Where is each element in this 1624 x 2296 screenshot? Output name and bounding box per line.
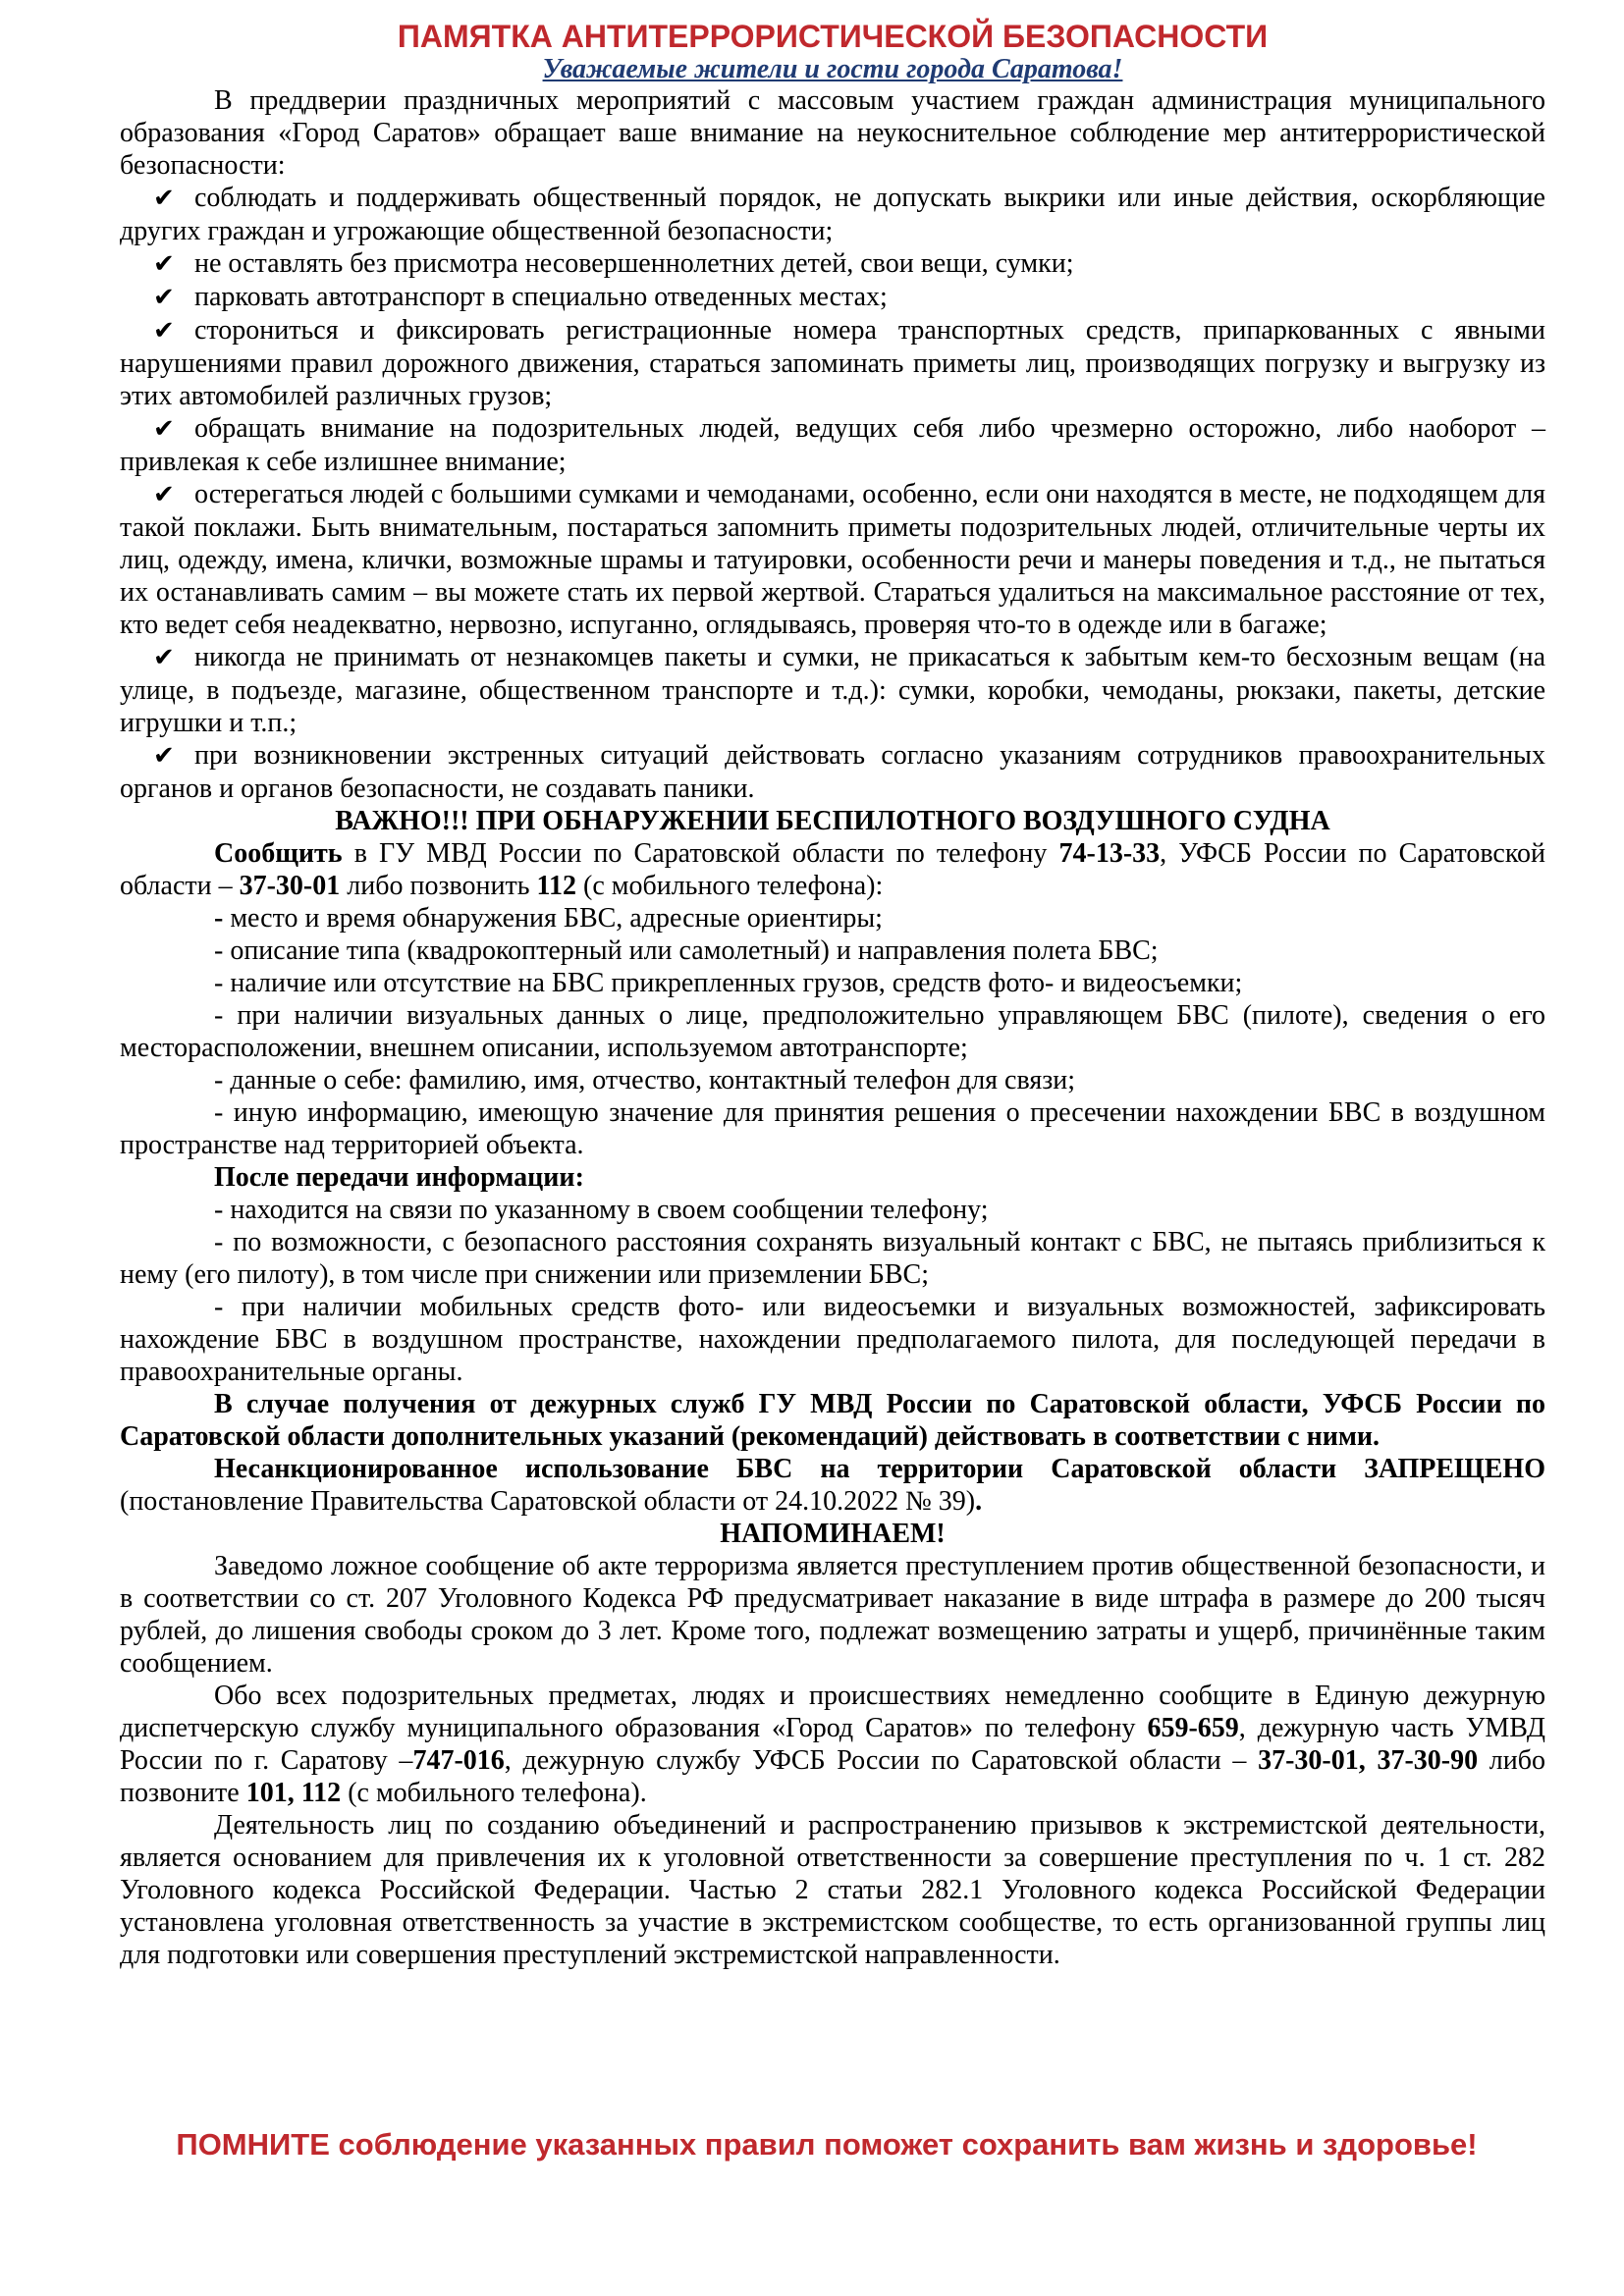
intro-paragraph: В преддверии праздничных мероприятий с массовым участием граждан администрация муниципального образования «Город Саратов» обращает ваше внимание на неукоснительное соблюдение мер антитеррористической безопасности: [120, 85, 1545, 181]
drone-info-item: - данные о себе: фамилию, имя, отчество, контактный телефон для связи; [214, 1065, 1076, 1095]
report-text: в ГУ МВД России по Саратовской области по телефону [342, 838, 1059, 869]
checkmark-icon: ✔ [153, 283, 175, 312]
rule-text: сторониться и фиксировать регистрационные номера транспортных средств, припаркованных с явными нарушениями правил дорожного движения, стараться запоминать приметы лиц, производящих погрузку и выгрузку из этих автомобилей различных грузов; [120, 315, 1545, 411]
rule-item [120, 182, 1545, 247]
rule-item [120, 641, 1545, 739]
contacts-text: либо позвоните [120, 1745, 1545, 1808]
rule-text: парковать автотранспорт в специально отведенных местах; [194, 282, 888, 312]
rule-item [120, 314, 1545, 412]
after-transfer-item: - находится на связи по указанному в своем сообщении телефону; [214, 1195, 989, 1225]
contacts-paragraph [120, 1680, 1545, 1809]
extremism-paragraph: Деятельность лиц по созданию объединений и распространению призывов к экстремистской деятельности, является основанием для привлечения их к уголовной ответственности за совершение преступления по ч. 1 ст. 282 Уголовного кодекса Российской Федерации. Частью 2 статьи 282.1 Уголовного кодекса Российской Федерации установлена уголовная ответственность за участие в экстремистском сообществе, то есть организованной группы лиц для подготовки или совершения преступлений экстремистской направленности. [120, 1810, 1545, 1970]
additional-instructions: В случае получения от дежурных служб ГУ МВД России по Саратовской области, УФСБ России по Саратовской области дополнительных указаний (рекомендаций) действовать в соответствии с ними. [120, 1389, 1545, 1452]
reminder-heading: НАПОМИНАЕМ! [720, 1519, 946, 1549]
phone-number: 112 [536, 871, 576, 901]
checkmark-icon: ✔ [153, 249, 175, 279]
rule-text: никогда не принимать от незнакомцев пакеты и сумки, не прикасаться к забытым кем-то бесхозным вещам (на улице, в подъезде, магазине, общественном транспорте и т.д.): сумки, коробки, чемоданы, рюкзаки, пакеты, детские игрушки и т.п.; [120, 642, 1545, 738]
checkmark-icon: ✔ [153, 414, 175, 444]
checkmark-icon: ✔ [153, 741, 175, 771]
ban-reference: (постановление Правительства Саратовской области от 24.10.2022 № 39) [120, 1486, 976, 1517]
footer-slogan: ПОМНИТЕ соблюдение указанных правил поможет сохранить вам жизнь и здоровье! [176, 2127, 1478, 2162]
info-text: место и время обнаружения БВС, адресные ориентиры; [223, 903, 883, 934]
ban-end: . [975, 1486, 983, 1517]
report-text: (с мобильного телефона): [576, 871, 884, 901]
contacts-text: (с мобильного телефона). [341, 1778, 647, 1808]
phone-number: 37-30-01, 37-30-90 [1258, 1745, 1479, 1776]
drone-heading: ВАЖНО!!! ПРИ ОБНАРУЖЕНИИ БЕСПИЛОТНОГО ВОЗДУШНОГО СУДНА [335, 806, 1330, 836]
phone-number: 101, 112 [245, 1778, 342, 1808]
ban-text: Несанкционированное использование БВС на территории Саратовской области ЗАПРЕЩЕНО [214, 1454, 1545, 1484]
after-transfer-heading: После передачи информации: [214, 1162, 584, 1193]
drone-info-item: - наличие или отсутствие на БВС прикрепленных грузов, средств фото- и видеосъемки; [214, 968, 1243, 998]
report-text: , УФСБ России по Саратовской области – [120, 838, 1545, 901]
drone-info-item: - при наличии визуальных данных о лице, предположительно управляющем БВС (пилоте), сведения о его месторасположении, внешнем описании, используемом автотранспорте; [120, 1000, 1545, 1063]
memo-subtitle: Уважаемые жители и гости города Саратова! [542, 54, 1123, 84]
after-transfer-item: - по возможности, с безопасного расстояния сохранять визуальный контакт с БВС, не пытаясь приблизиться к нему (его пилоту), в том числе при снижении или приземлении БВС; [120, 1227, 1545, 1290]
phone-number: 659-659 [1147, 1713, 1239, 1743]
rule-text: не оставлять без присмотра несовершеннолетних детей, свои вещи, сумки; [194, 248, 1074, 279]
checkmark-icon: ✔ [153, 480, 175, 509]
false-report-paragraph: Заведомо ложное сообщение об акте терроризма является преступлением против общественной безопасности, и в соответствии со ст. 207 Уголовного Кодекса РФ предусматривает наказание в виде штрафа в размере до 200 тысяч рублей, до лишения свободы сроком до 3 лет. Кроме того, подлежат возмещению затраты и ущерб, причинённые таким сообщением. [120, 1551, 1545, 1679]
report-lead: Сообщить [214, 838, 343, 869]
rule-text: остерегаться людей с большими сумками и чемоданами, особенно, если они находятся в месте, не подходящем для такой поклажи. Быть внимательным, постараться запомнить приметы подозрительных людей, отличительные черты их лиц, одежду, имена, клички, возможные шрамы и татуировки, особенности речи и манеры поведения и т.д., не пытаться их останавливать самим – вы можете стать их первой жертвой. Стараться удалиться на максимальное расстояние от тех, кто ведет себя неадекватно, нервозно, испуганно, оглядываясь, проверяя что-то в одежде или в багаже; [120, 479, 1545, 640]
after-transfer-item: - при наличии мобильных средств фото- или видеосъемки и визуальных возможностей, зафиксировать нахождение БВС в воздушном пространстве, нахождении предполагаемого пилота, для последующей передачи в правоохранительные органы. [120, 1292, 1545, 1387]
rule-text: соблюдать и поддерживать общественный порядок, не допускать выкрики или иные действия, оскорбляющие других граждан и угрожающие общественной безопасности; [120, 183, 1545, 246]
drone-info-item [120, 902, 1545, 934]
rule-text: обращать внимание на подозрительных людей, ведущих себя либо чрезмерно осторожно, либо наоборот – привлекая к себе излишнее внимание; [120, 413, 1545, 477]
dash-mark: - [214, 903, 224, 934]
drone-info-item: - иную информацию, имеющую значение для принятия решения о пресечении нахождении БВС в воздушном пространстве над территорией объекта. [120, 1097, 1545, 1160]
report-text: либо позвонить [340, 871, 537, 901]
drone-info-item: - описание типа (квадрокоптерный или самолетный) и направления полета БВС; [214, 935, 1159, 966]
drone-report-paragraph [120, 837, 1545, 902]
rule-item [120, 478, 1545, 641]
drone-ban-paragraph [120, 1453, 1545, 1518]
checkmark-icon: ✔ [153, 643, 175, 672]
rule-text: при возникновении экстренных ситуаций действовать согласно указаниям сотрудников правоохранительных органов и органов безопасности, не создавать паники. [120, 740, 1545, 804]
rule-item [120, 739, 1545, 805]
contacts-text: , дежурную службу УФСБ России по Саратовской области – [504, 1745, 1259, 1776]
rule-item [120, 412, 1545, 478]
phone-number: 747-016 [412, 1745, 505, 1776]
memo-title: ПАМЯТКА АНТИТЕРРОРИСТИЧЕСКОЙ БЕЗОПАСНОСТИ [397, 19, 1269, 54]
checkmark-icon: ✔ [153, 184, 175, 213]
rule-item [120, 247, 1545, 281]
contacts-text: , дежурную часть УМВД России по г. Саратову – [120, 1713, 1545, 1776]
contacts-text: Обо всех подозрительных предметах, людях и происшествиях немедленно сообщите в Единую дежурную диспетчерскую службу муниципального образования «Город Саратов» по телефону [120, 1681, 1545, 1743]
rules-list [120, 182, 1545, 805]
checkmark-icon: ✔ [153, 316, 175, 346]
phone-number: 74-13-33 [1058, 838, 1161, 869]
phone-number: 37-30-01 [239, 871, 341, 901]
rule-item [120, 281, 1545, 314]
